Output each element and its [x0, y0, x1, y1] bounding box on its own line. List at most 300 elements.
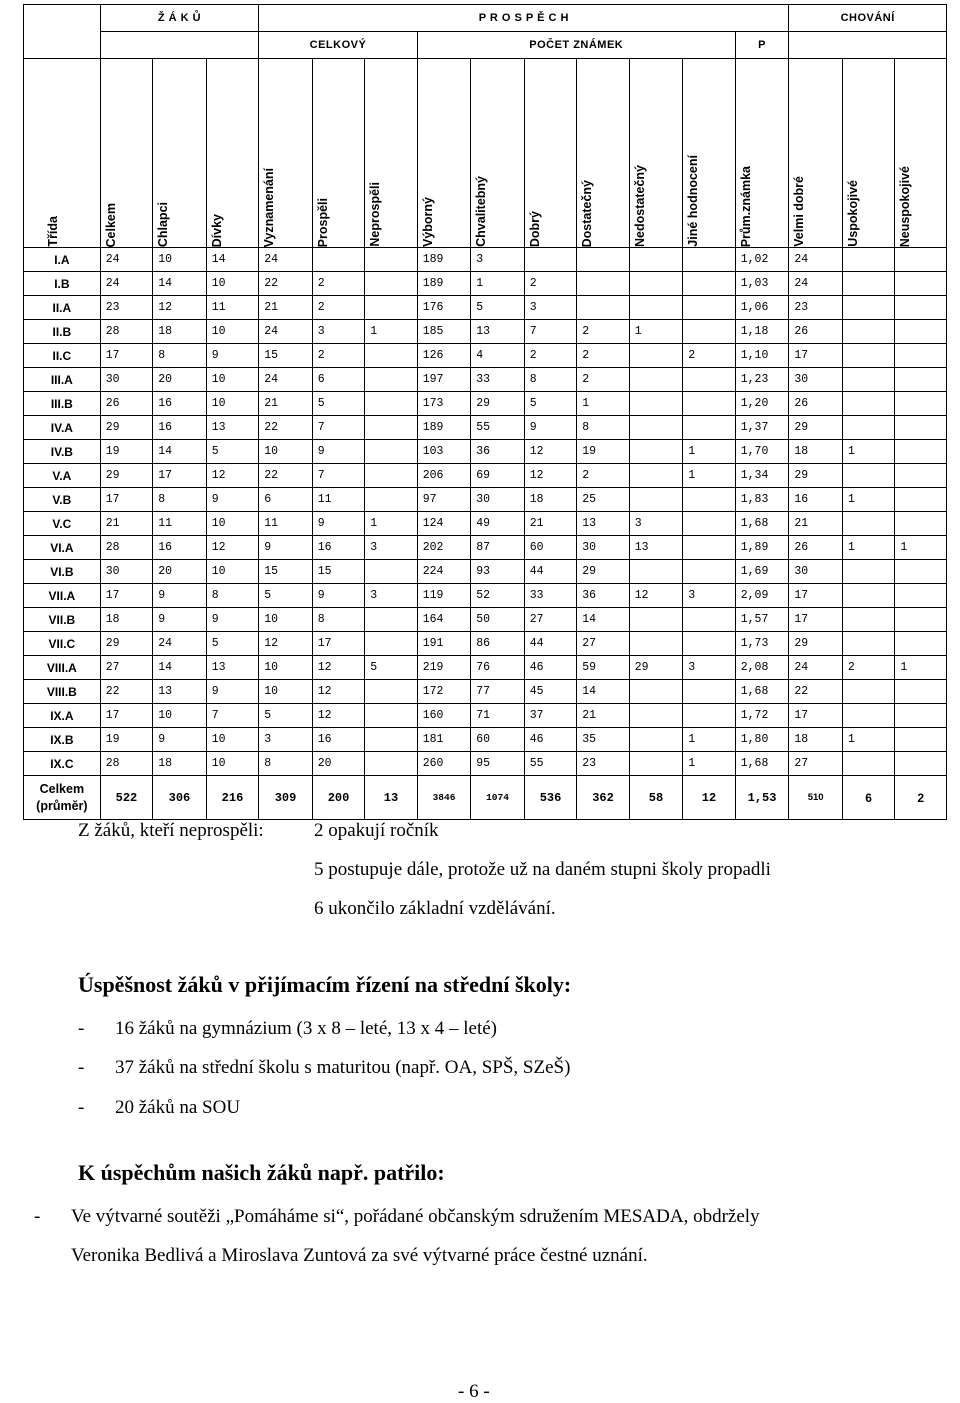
total-label: [24, 776, 101, 820]
table-cell: 49: [471, 512, 525, 536]
table-cell: [629, 560, 683, 584]
table-cell: [683, 512, 736, 536]
table-cell: [683, 632, 736, 656]
table-cell: 46: [524, 728, 577, 752]
table-cell: 24: [100, 248, 153, 272]
table-cell: 71: [471, 704, 525, 728]
table-row: [24, 608, 947, 632]
table-cell: 9: [206, 608, 259, 632]
table-cell: [683, 560, 736, 584]
table-cell: 17: [789, 344, 843, 368]
table-cell: 5: [524, 392, 577, 416]
table-cell: 10: [206, 272, 259, 296]
table-cell: [365, 704, 418, 728]
table-cell: [629, 392, 683, 416]
table-cell: [895, 272, 947, 296]
column-header: [524, 59, 577, 248]
table-cell: 22: [789, 680, 843, 704]
table-cell: 173: [417, 392, 471, 416]
table-cell: 2: [842, 656, 895, 680]
total-cell: 3846: [417, 776, 471, 820]
table-cell: 23: [577, 752, 630, 776]
table-cell: 1,73: [735, 632, 789, 656]
table-cell: 60: [524, 536, 577, 560]
table-cell: [365, 632, 418, 656]
column-header-label: Chlapci: [156, 201, 171, 247]
table-cell: 3: [365, 584, 418, 608]
table-cell: [683, 248, 736, 272]
table-cell: [683, 488, 736, 512]
table-cell: [683, 680, 736, 704]
table-cell: [365, 368, 418, 392]
table-cell: [683, 392, 736, 416]
table-cell: [842, 416, 895, 440]
table-cell: 5: [206, 440, 259, 464]
table-cell: [842, 344, 895, 368]
uspechy-heading: K úspěchům našich žáků např. patřilo:: [78, 1160, 445, 1185]
table-cell: 97: [417, 488, 471, 512]
table-cell: 12: [206, 536, 259, 560]
table-cell: 13: [629, 536, 683, 560]
table-cell: 14: [153, 272, 207, 296]
group-header-row: [24, 5, 947, 32]
column-header: [365, 59, 418, 248]
total-cell: 522: [100, 776, 153, 820]
table-cell: 1,83: [735, 488, 789, 512]
table-cell: 16: [153, 392, 207, 416]
table-cell: 30: [577, 536, 630, 560]
table-cell: 9: [259, 536, 313, 560]
group-zaku: Ž Á K Ů: [100, 5, 259, 32]
table-cell: [683, 704, 736, 728]
column-header-label: Prům.známka: [738, 165, 753, 247]
table-cell: 12: [259, 632, 313, 656]
group-prospech: P R O S P Ě C H: [259, 5, 789, 32]
table-cell: 2: [577, 344, 630, 368]
class-label: III.A: [24, 368, 101, 392]
table-cell: [842, 584, 895, 608]
table-cell: 22: [100, 680, 153, 704]
table-cell: 1,72: [735, 704, 789, 728]
total-cell: 1,53: [735, 776, 789, 820]
table-cell: 21: [259, 296, 313, 320]
table-cell: 13: [577, 512, 630, 536]
table-cell: 36: [471, 440, 525, 464]
class-label: IX.C: [24, 752, 101, 776]
table-cell: 16: [312, 536, 365, 560]
table-cell: 12: [312, 656, 365, 680]
table-cell: 1: [365, 320, 418, 344]
uspesnost-item-1: 16 žáků na gymnázium (3 x 8 – leté, 13 x 4 – leté): [115, 1018, 498, 1039]
table-cell: [842, 464, 895, 488]
table-cell: [683, 320, 736, 344]
table-cell: 1: [629, 320, 683, 344]
table-cell: 17: [789, 584, 843, 608]
bullet-dash: -: [78, 1097, 85, 1118]
column-header: [206, 59, 259, 248]
subgroup-zaku-empty: [100, 32, 259, 59]
column-header-label: Dívky: [209, 213, 224, 247]
table-cell: 9: [153, 608, 207, 632]
total-cell: 13: [365, 776, 418, 820]
table-cell: 10: [259, 440, 313, 464]
table-cell: 1,06: [735, 296, 789, 320]
table-cell: 4: [471, 344, 525, 368]
column-header: [24, 59, 101, 248]
table-cell: 202: [417, 536, 471, 560]
table-row: [24, 488, 947, 512]
table-cell: 17: [789, 608, 843, 632]
table-cell: 18: [153, 320, 207, 344]
table-cell: 30: [100, 560, 153, 584]
table-cell: 21: [577, 704, 630, 728]
table-row: [24, 392, 947, 416]
bullet-dash: -: [78, 1018, 85, 1039]
table-cell: 10: [259, 608, 313, 632]
table-cell: 3: [365, 536, 418, 560]
table-cell: 9: [312, 584, 365, 608]
table-cell: 3: [629, 512, 683, 536]
table-cell: 52: [471, 584, 525, 608]
table-cell: [365, 392, 418, 416]
corner-cell: [24, 5, 101, 59]
table-cell: [524, 248, 577, 272]
table-cell: 10: [153, 704, 207, 728]
table-cell: [365, 728, 418, 752]
table-cell: [577, 248, 630, 272]
table-cell: [842, 512, 895, 536]
table-cell: 27: [577, 632, 630, 656]
table-cell: 29: [789, 416, 843, 440]
table-row: [24, 248, 947, 272]
nepr-item-3: 6 ukončilo základní vzdělávání.: [314, 898, 556, 919]
table-cell: 55: [524, 752, 577, 776]
table-cell: [629, 272, 683, 296]
table-cell: 3: [471, 248, 525, 272]
class-label: I.B: [24, 272, 101, 296]
table-cell: 1: [683, 464, 736, 488]
table-cell: [895, 704, 947, 728]
table-cell: [629, 632, 683, 656]
table-cell: [365, 272, 418, 296]
table-cell: [683, 416, 736, 440]
column-header-label: Celkem: [103, 202, 118, 247]
table-cell: 24: [259, 320, 313, 344]
table-cell: 176: [417, 296, 471, 320]
table-cell: [842, 272, 895, 296]
table-cell: 13: [153, 680, 207, 704]
column-header: [895, 59, 947, 248]
uspechy-item-line-1: Ve výtvarné soutěži „Pomáháme si“, pořádané občanským sdružením MESADA, obdržely: [71, 1206, 760, 1227]
table-cell: 1,34: [735, 464, 789, 488]
total-cell: 510: [789, 776, 843, 820]
table-cell: [895, 512, 947, 536]
table-cell: 2: [524, 344, 577, 368]
table-cell: 1: [842, 728, 895, 752]
table-cell: [842, 320, 895, 344]
table-cell: 11: [206, 296, 259, 320]
column-header-row: [24, 59, 947, 248]
table-cell: 191: [417, 632, 471, 656]
table-cell: [629, 488, 683, 512]
table-cell: 219: [417, 656, 471, 680]
class-label: VIII.A: [24, 656, 101, 680]
table-cell: [895, 680, 947, 704]
table-cell: 9: [312, 512, 365, 536]
column-header-label: Dobrý: [527, 210, 542, 247]
table-cell: 1: [683, 752, 736, 776]
table-cell: 1,68: [735, 752, 789, 776]
table-cell: [365, 680, 418, 704]
table-cell: 1: [842, 488, 895, 512]
table-cell: 11: [259, 512, 313, 536]
table-cell: 17: [100, 344, 153, 368]
column-header: [417, 59, 471, 248]
table-cell: [895, 440, 947, 464]
table-cell: 8: [153, 344, 207, 368]
table-cell: 10: [206, 512, 259, 536]
table-cell: 33: [471, 368, 525, 392]
table-cell: 16: [312, 728, 365, 752]
table-cell: 11: [153, 512, 207, 536]
table-cell: [577, 296, 630, 320]
table-cell: 10: [206, 392, 259, 416]
table-cell: [629, 464, 683, 488]
table-cell: 18: [153, 752, 207, 776]
table-cell: 1: [683, 440, 736, 464]
table-cell: 1,68: [735, 512, 789, 536]
table-cell: 14: [153, 440, 207, 464]
table-cell: 24: [789, 248, 843, 272]
table-cell: 17: [100, 704, 153, 728]
table-cell: 7: [206, 704, 259, 728]
table-cell: 1,70: [735, 440, 789, 464]
table-cell: 8: [312, 608, 365, 632]
table-cell: 224: [417, 560, 471, 584]
table-cell: 29: [100, 632, 153, 656]
table-cell: 23: [100, 296, 153, 320]
table-cell: 103: [417, 440, 471, 464]
class-label: VI.B: [24, 560, 101, 584]
table-cell: 10: [206, 752, 259, 776]
column-header: [153, 59, 207, 248]
uspesnost-item-2: 37 žáků na střední školu s maturitou (např. OA, SPŠ, SZeŠ): [115, 1057, 571, 1078]
table-cell: 3: [524, 296, 577, 320]
total-cell: 6: [842, 776, 895, 820]
column-header-label: Nedostatečný: [632, 165, 647, 247]
table-cell: [365, 752, 418, 776]
table-cell: 181: [417, 728, 471, 752]
table-cell: [895, 584, 947, 608]
table-cell: 185: [417, 320, 471, 344]
table-cell: 14: [577, 608, 630, 632]
table-cell: [895, 488, 947, 512]
total-cell: 362: [577, 776, 630, 820]
column-header-label: Třída: [46, 216, 60, 247]
table-cell: 19: [100, 440, 153, 464]
column-header-label: Výborný: [420, 196, 435, 247]
table-cell: 172: [417, 680, 471, 704]
table-row: [24, 632, 947, 656]
table-cell: 29: [577, 560, 630, 584]
nepr-item-1: 2 opakují ročník: [314, 820, 439, 841]
table-cell: 189: [417, 416, 471, 440]
table-row: [24, 680, 947, 704]
table-cell: 1,37: [735, 416, 789, 440]
table-cell: [629, 248, 683, 272]
table-cell: [842, 632, 895, 656]
table-cell: 27: [524, 608, 577, 632]
table-cell: 1: [895, 656, 947, 680]
column-header: [312, 59, 365, 248]
table-cell: [842, 704, 895, 728]
table-cell: 1: [895, 536, 947, 560]
table-cell: 2: [312, 296, 365, 320]
table-cell: 27: [789, 752, 843, 776]
table-cell: [629, 344, 683, 368]
table-cell: [895, 752, 947, 776]
table-cell: [895, 248, 947, 272]
group-chovani: CHOVÁNÍ: [789, 5, 947, 32]
table-cell: [842, 296, 895, 320]
table-cell: 22: [259, 416, 313, 440]
table-cell: 13: [471, 320, 525, 344]
column-header-label: Chvalitebný: [474, 176, 489, 247]
total-label-line-1: Celkem: [39, 781, 85, 796]
table-cell: 1,02: [735, 248, 789, 272]
table-cell: 2: [683, 344, 736, 368]
table-cell: 1: [365, 512, 418, 536]
table-cell: 9: [524, 416, 577, 440]
table-cell: 27: [100, 656, 153, 680]
table-cell: [365, 296, 418, 320]
total-cell: 12: [683, 776, 736, 820]
class-label: V.C: [24, 512, 101, 536]
table-cell: 7: [524, 320, 577, 344]
table-cell: 164: [417, 608, 471, 632]
table-cell: 14: [206, 248, 259, 272]
table-cell: 160: [417, 704, 471, 728]
table-cell: 10: [206, 728, 259, 752]
table-cell: [365, 416, 418, 440]
table-cell: 1,80: [735, 728, 789, 752]
total-label-line-2: (průměr): [36, 798, 88, 813]
table-cell: 5: [206, 632, 259, 656]
class-label: II.B: [24, 320, 101, 344]
column-header-label: Neuspokojivé: [898, 165, 913, 247]
table-cell: 7: [312, 464, 365, 488]
table-cell: 13: [206, 656, 259, 680]
column-header-label: Velmi dobré: [792, 176, 807, 247]
table-cell: 15: [259, 560, 313, 584]
table-cell: 5: [312, 392, 365, 416]
table-cell: 1: [842, 536, 895, 560]
table-cell: 1: [842, 440, 895, 464]
table-cell: [842, 752, 895, 776]
table-cell: 126: [417, 344, 471, 368]
table-cell: 1,68: [735, 680, 789, 704]
total-cell: 1074: [471, 776, 525, 820]
table-cell: 24: [153, 632, 207, 656]
table-cell: 23: [789, 296, 843, 320]
column-header: [471, 59, 525, 248]
class-label: II.A: [24, 296, 101, 320]
table-cell: 86: [471, 632, 525, 656]
table-cell: 37: [524, 704, 577, 728]
table-row: [24, 728, 947, 752]
table-cell: [895, 344, 947, 368]
class-label: VI.A: [24, 536, 101, 560]
table-cell: 10: [259, 656, 313, 680]
class-label: VII.B: [24, 608, 101, 632]
table-cell: 206: [417, 464, 471, 488]
table-cell: [312, 248, 365, 272]
table-cell: 55: [471, 416, 525, 440]
table-cell: 87: [471, 536, 525, 560]
column-header-label: Vyznamenání: [262, 167, 277, 247]
page-number: - 6 -: [458, 1381, 490, 1402]
table-cell: 18: [524, 488, 577, 512]
table-cell: [629, 416, 683, 440]
table-cell: 14: [577, 680, 630, 704]
table-cell: 9: [153, 584, 207, 608]
table-row: [24, 296, 947, 320]
table-cell: 20: [153, 368, 207, 392]
table-cell: 189: [417, 272, 471, 296]
class-label: VIII.B: [24, 680, 101, 704]
column-header: [735, 59, 789, 248]
table-cell: 36: [577, 584, 630, 608]
table-cell: 28: [100, 320, 153, 344]
table-cell: 33: [524, 584, 577, 608]
table-cell: 44: [524, 632, 577, 656]
table-cell: 29: [471, 392, 525, 416]
table-cell: [895, 464, 947, 488]
column-header: [842, 59, 895, 248]
table-cell: [629, 608, 683, 632]
table-cell: 8: [577, 416, 630, 440]
table-row: [24, 440, 947, 464]
total-cell: 309: [259, 776, 313, 820]
table-cell: 8: [153, 488, 207, 512]
column-header: [259, 59, 313, 248]
table-row: [24, 320, 947, 344]
bullet-dash: -: [34, 1206, 41, 1227]
table-cell: [842, 368, 895, 392]
table-cell: 26: [789, 320, 843, 344]
table-cell: [895, 320, 947, 344]
table-cell: 1: [471, 272, 525, 296]
class-label: V.A: [24, 464, 101, 488]
class-label: VII.C: [24, 632, 101, 656]
table-cell: [577, 272, 630, 296]
table-cell: 260: [417, 752, 471, 776]
table-cell: [365, 560, 418, 584]
class-label: IX.A: [24, 704, 101, 728]
table-row: [24, 752, 947, 776]
total-cell: 306: [153, 776, 207, 820]
subgroup-header-row: [24, 32, 947, 59]
table-cell: 46: [524, 656, 577, 680]
uspechy-item-line-2: Veronika Bedlivá a Miroslava Zuntová za své výtvarné práce čestné uznání.: [71, 1245, 648, 1266]
table-cell: 1: [683, 728, 736, 752]
nepr-intro: Z žáků, kteří neprospěli:: [78, 820, 264, 841]
table-cell: 1: [577, 392, 630, 416]
table-cell: 17: [100, 584, 153, 608]
class-label: III.B: [24, 392, 101, 416]
table-cell: 9: [312, 440, 365, 464]
column-header: [100, 59, 153, 248]
